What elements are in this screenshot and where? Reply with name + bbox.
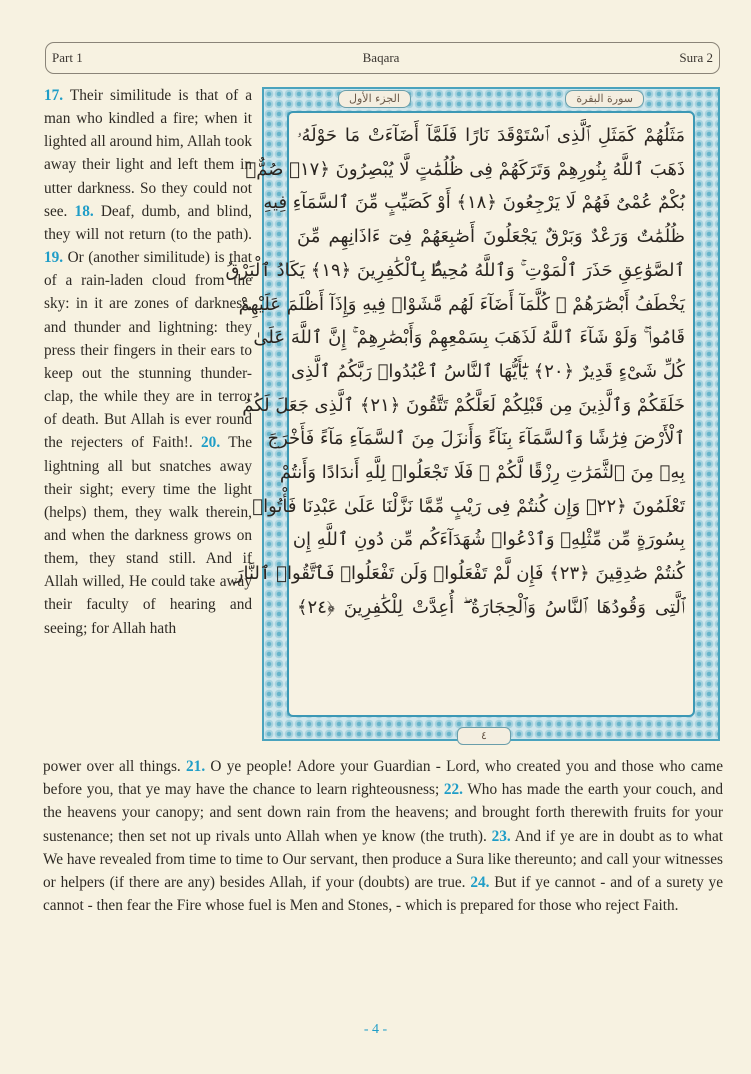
verse-text: Who has made the earth your couch, and the heavens your canopy; and sent down rain from the heavens; and brought forth therewith fruits for your sustenance; then set not up rivals unto Allah when ye know (the truth). (43, 781, 723, 845)
sura-label: Sura 2 (679, 50, 713, 65)
verse-text: Or (another similitude) is that of a rain-laden cloud from the sky: in it are zones of darkness, and thunder and lightning: they press their fingers in their ears to keep out the stunning thunder-clap, the while they are in terror of death. But Allah is ever round the rejecters of Faith!. (44, 249, 252, 452)
verse-number: 17. (44, 87, 64, 104)
verse-text: But if ye cannot - and of a surety ye cannot - then fear the Fire whose fuel is Men and Stones, - which is prepared for those who reject Faith. (43, 874, 723, 915)
part-label: Part 1 (52, 50, 83, 65)
quran-line: بُكْمٌ عُمْىٌ فَهُمْ لَا يَرْجِعُونَ ﴿١٨﴾ أَوْ كَصَيِّبٍ مِّنَ ٱلسَّمَآءِ فِيهِ (263, 192, 685, 214)
verse-number: 20. (201, 434, 221, 452)
verse-text: Deaf, dumb, and blind, they will not return (to the path). (44, 202, 252, 243)
quran-line: مَثَلُهُمْ كَمَثَلِ ٱلَّذِى ٱسْتَوْقَدَ نَارًا فَلَمَّآ أَضَآءَتْ مَا حَوْلَهُۥ (297, 125, 685, 146)
verse-text: O ye people! Adore your Guardian - Lord, who created you and those who came before you, that ye may have the chance to learn righteousness; (43, 758, 723, 799)
juz-title: الجزء الأول (338, 90, 411, 108)
verse-number: 22. (443, 781, 463, 799)
quran-line: ٱلصَّوَٰعِقِ حَذَرَ ٱلْمَوْتِ ۚ وَٱللَّهُ مُحِيطٌۢ بِٱلْكَٰفِرِينَ ﴿١٩﴾ يَكَادُ ٱلْبَرْقُ (225, 259, 685, 281)
quran-line: كُنتُمْ صَٰدِقِينَ ﴿٢٣﴾ فَإِن لَّمْ تَفْعَلُوا۟ وَلَن تَفْعَلُوا۟ فَٱتَّقُوا۟ ٱلنَّارَ (234, 563, 685, 585)
verse-number: 21. (186, 758, 206, 775)
quran-text-panel (225, 111, 695, 717)
quran-line: كُلِّ شَىْءٍ قَدِيرٌ ﴿٢٠﴾ يَٰٓأَيُّهَا ٱلنَّاسُ ٱعْبُدُوا۟ رَبَّكُمُ ٱلَّذِى (290, 360, 685, 382)
quran-line: قَامُوا۟ ۚ وَلَوْ شَآءَ ٱللَّهُ لَذَهَبَ بِسَمْعِهِمْ وَأَبْصَٰرِهِمْ ۚ إِنَّ ٱللَّهَ عَلَىٰ (253, 327, 685, 349)
arabic-page-number: ٤ (457, 727, 511, 745)
translation-column (44, 84, 252, 640)
quran-line: خَلَقَكُمْ وَٱلَّذِينَ مِن قَبْلِكُمْ لَعَلَّكُمْ تَتَّقُونَ ﴿٢١﴾ ٱلَّذِى جَعَلَ لَكُمُ (242, 394, 685, 416)
verse-text: power over all things. (43, 758, 187, 775)
quran-line: ظُلُمَٰتٌ وَرَعْدٌ وَبَرْقٌ يَجْعَلُونَ أَصَٰبِعَهُمْ فِىٓ ءَاذَانِهِم مِّنَ (297, 226, 685, 248)
surah-title: سورة البقرة (565, 90, 644, 108)
verse-number: 24. (470, 874, 490, 892)
quran-panel-titlebar (288, 89, 694, 109)
running-header (45, 42, 720, 74)
surah-name: Baqara (362, 50, 400, 65)
verse-text: The lightning all but snatches away their sight; every time the light (helps) them, they walk therein, and when the darkness grows on them, they stand still. And if Allah willed, He could take away their faculty of hearing and seeing; for Allah hath (44, 434, 252, 637)
quran-line: ٱلْأَرْضَ فِرَٰشًا وَٱلسَّمَآءَ بِنَآءً وَأَنزَلَ مِنَ ٱلسَّمَآءِ مَآءً فَأَخْرَجَ (267, 428, 685, 450)
verse-text: Their similitude is that of a man who kindled a fire; when it lighted all around him, Allah took away their light and left them in utter darkness. So they could not see. (44, 87, 252, 220)
verse-number: 23. (491, 827, 511, 845)
quran-line: ذَهَبَ ٱللَّهُ بِنُورِهِمْ وَتَرَكَهُمْ فِى ظُلُمَٰتٍ لَّا يُبْصِرُونَ ﴿١٧﴾ صُمٌّۢ (245, 158, 685, 180)
quran-line: بِسُورَةٍ مِّن مِّثْلِهِۦ وَٱدْعُوا۟ شُهَدَآءَكُم مِّن دُونِ ٱللَّهِ إِن (292, 529, 685, 551)
quran-line: يَخْطَفُ أَبْصَٰرَهُمْ ۖ كُلَّمَآ أَضَآءَ لَهُم مَّشَوْا۟ فِيهِ وَإِذَآ أَظْلَمَ عَلَيْهِمْ (238, 293, 685, 315)
verse-number: 18. (74, 202, 94, 220)
verse-text: And if ye are in doubt as to what We have revealed from time to time to Our servant, then produce a Sura like thereunto; and call your witnesses or helpers (if there are any) besides Allah, if your (doubts) are true. (43, 827, 723, 892)
verse-number: 19. (44, 249, 64, 267)
page-footer-number: - 4 - (363, 1022, 388, 1037)
translation-full-width (43, 755, 723, 917)
quran-line: ٱلَّتِى وَقُودُهَا ٱلنَّاسُ وَٱلْحِجَارَةُ ۖ أُعِدَّتْ لِلْكَٰفِرِينَ ﴿٢٤﴾ (297, 596, 685, 618)
quran-line: بِهِۦ مِنَ ٱلثَّمَرَٰتِ رِزْقًا لَّكُمْ ۖ فَلَا تَجْعَلُوا۟ لِلَّهِ أَندَادًا وَأَنتُمْ (279, 462, 685, 484)
quran-line: تَعْلَمُونَ ﴿٢٢﴾ وَإِن كُنتُمْ فِى رَيْبٍ مِّمَّا نَزَّلْنَا عَلَىٰ عَبْدِنَا فَأْتُوا۟ (252, 495, 685, 517)
